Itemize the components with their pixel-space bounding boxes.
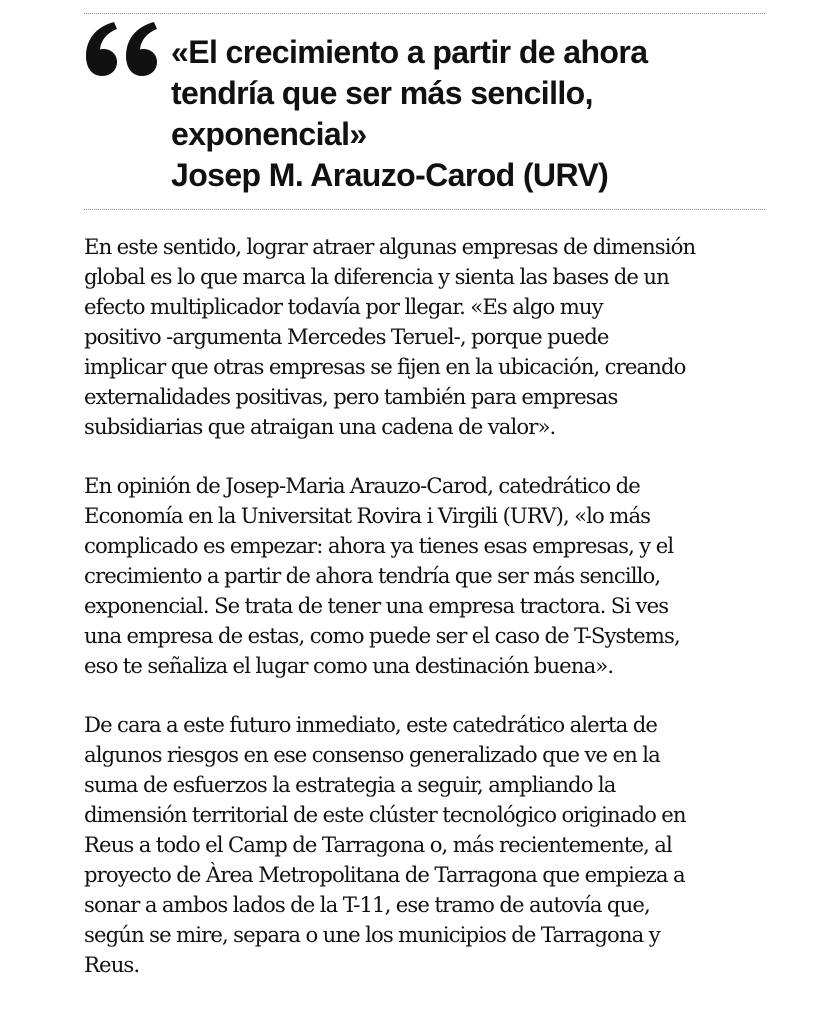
paragraph: [84, 710, 765, 980]
paragraph: [84, 471, 765, 681]
paragraph-line: dimensión territorial de este clúster tecnológico originado en: [84, 802, 686, 827]
paragraph-line: Reus.: [84, 952, 140, 977]
pull-quote-text: [171, 32, 765, 196]
paragraph-line: eso te señaliza el lugar como una destinación buena».: [84, 653, 614, 678]
paragraph-line: Economía en la Universitat Rovira i Virgili (URV), «lo más: [84, 503, 651, 528]
paragraph-line: En opinión de Josep-Maria Arauzo-Carod, catedrático de: [84, 473, 640, 498]
paragraph-line: subsidiarias que atraigan una cadena de valor».: [84, 414, 556, 439]
paragraph-line: proyecto de Àrea Metropolitana de Tarragona que empieza a: [84, 862, 685, 887]
pull-quote-line: «El crecimiento a partir de ahora: [171, 34, 648, 70]
paragraph-line: En este sentido, lograr atraer algunas empresas de dimensión: [84, 234, 696, 259]
pull-quote: [84, 13, 765, 210]
pull-quote-attribution: Josep M. Arauzo-Carod (URV): [171, 157, 609, 193]
article: [84, 0, 765, 1009]
paragraph-line: crecimiento a partir de ahora tendría que ser más sencillo,: [84, 563, 661, 588]
pull-quote-line: exponencial»: [171, 116, 367, 152]
pull-quote-line: tendría que ser más sencillo,: [171, 75, 593, 111]
article-body: [84, 232, 765, 980]
paragraph-line: externalidades positivas, pero también para empresas: [84, 384, 618, 409]
quote-mark-icon: [84, 18, 158, 78]
paragraph-line: sonar a ambos lados de la T-11, ese tramo de autovía que,: [84, 892, 650, 917]
paragraph-line: algunos riesgos en ese consenso generalizado que ve en la: [84, 742, 660, 767]
paragraph: [84, 232, 765, 442]
paragraph-line: exponencial. Se trata de tener una empresa tractora. Si ves: [84, 593, 669, 618]
paragraph-line: positivo -argumenta Mercedes Teruel-, porque puede: [84, 324, 609, 349]
paragraph-line: según se mire, separa o une los municipios de Tarragona y: [84, 922, 660, 947]
paragraph-line: De cara a este futuro inmediato, este catedrático alerta de: [84, 712, 658, 737]
paragraph-line: complicado es empezar: ahora ya tienes esas empresas, y el: [84, 533, 674, 558]
paragraph-line: una empresa de estas, como puede ser el caso de T-Systems,: [84, 623, 680, 648]
paragraph-line: Reus a todo el Camp de Tarragona o, más recientemente, al: [84, 832, 672, 857]
paragraph-line: global es lo que marca la diferencia y sienta las bases de un: [84, 264, 669, 289]
paragraph-line: implicar que otras empresas se fijen en la ubicación, creando: [84, 354, 686, 379]
paragraph-line: suma de esfuerzos la estrategia a seguir, ampliando la: [84, 772, 616, 797]
paragraph-line: efecto multiplicador todavía por llegar. «Es algo muy: [84, 294, 603, 319]
